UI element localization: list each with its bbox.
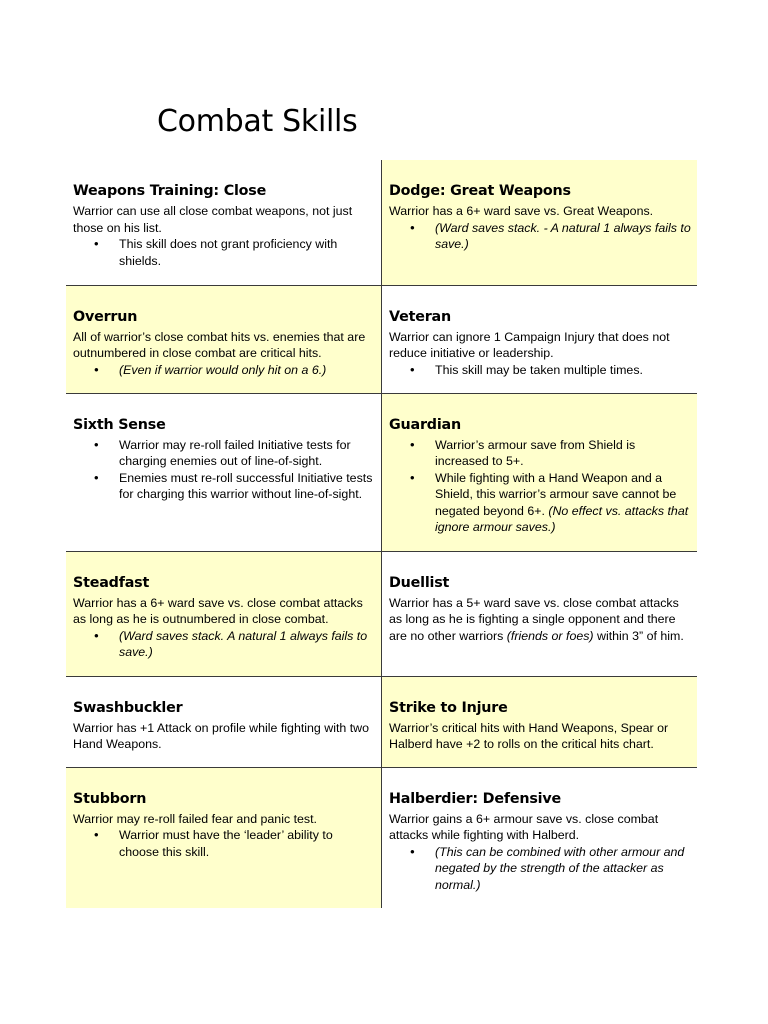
skill-bullets: [73, 362, 375, 379]
desc-text: Warrior has a 5+ ward save vs. close combat attacks as long as he is fighting a single opponent and there are no other warriors: [389, 595, 679, 643]
skill-description: All of warrior’s close combat hits vs. enemies that are outnumbered in close combat are critical hits.: [73, 329, 366, 361]
skill-description: Warrior gains a 6+ armour save vs. close combat attacks while fighting with Halberd.: [389, 811, 659, 843]
bullet-item: • Warrior must have the ‘leader’ ability to choose this skill.: [73, 827, 375, 860]
skill-description: Warrior may re-roll failed fear and panic test.: [73, 811, 318, 826]
page-title: Combat Skills: [157, 104, 358, 139]
bullet-item: • This skill does not grant proficiency with shields.: [73, 236, 375, 269]
desc-italic: (friends or foes): [506, 628, 594, 643]
skill-bullets: [389, 437, 691, 537]
skill-cell-dodge-great-weapons: [382, 160, 698, 285]
skill-cell-swashbuckler: [66, 676, 382, 767]
skill-cell-strike-to-injure: [382, 676, 698, 767]
skill-name: Weapons Training: Close: [73, 183, 267, 199]
skill-name: Steadfast: [73, 574, 150, 591]
bullet-item: [389, 470, 691, 536]
skill-cell-stubborn: [66, 767, 382, 908]
bullet-item: • (Even if warrior would only hit on a 6.): [73, 362, 375, 379]
bullet-note: (No effect vs. attacks that ignore armour saves.): [435, 503, 689, 535]
skill-cell-steadfast: [66, 551, 382, 676]
bullet-item: • Enemies must re-roll successful Initiative tests for charging this warrior without line-of-sight.: [73, 470, 375, 503]
skill-description: Warrior has +1 Attack on profile while fighting with two Hand Weapons.: [73, 720, 370, 752]
skill-bullets: [73, 628, 375, 661]
skill-cell-guardian: [382, 393, 698, 551]
skill-cell-halberdier-defensive: [382, 767, 698, 908]
table-row: [66, 551, 697, 676]
desc-text-end: within 3” of him.: [597, 628, 684, 643]
skill-bullets: [389, 220, 691, 253]
skill-cell-overrun: [66, 285, 382, 393]
skill-name: Sixth Sense: [73, 416, 166, 433]
bullet-item: • (Ward saves stack. A natural 1 always fails to save.): [73, 628, 375, 661]
bullet-item: • (Ward saves stack. - A natural 1 always fails to save.): [389, 220, 691, 253]
bullet-text: While fighting with a Hand Weapon and a Shield, this warrior’s armour save cannot be negated beyond 6+.: [435, 470, 677, 518]
table-row: [66, 285, 697, 393]
skill-description: Warrior’s critical hits with Hand Weapons, Spear or Halberd have +2 to rolls on the critical hits chart.: [389, 720, 669, 752]
bullet-item: • Warrior’s armour save from Shield is increased to 5+.: [389, 437, 691, 470]
skill-name: Swashbuckler: [73, 699, 183, 716]
skill-bullets: [389, 362, 691, 379]
skill-name: Overrun: [73, 308, 138, 325]
table-row: [66, 160, 697, 285]
skill-description: Warrior can use all close combat weapons, not just those on his list.: [73, 204, 353, 235]
skill-cell-duellist: [382, 551, 698, 676]
skill-description: [389, 595, 691, 645]
skill-name: Veteran: [389, 308, 451, 325]
skill-name: Stubborn: [73, 790, 147, 807]
skill-bullets: [73, 827, 375, 860]
table-row: [66, 767, 697, 908]
bullet-item: • Warrior may re-roll failed Initiative tests for charging enemies out of line-of-sight.: [73, 437, 375, 470]
skill-bullets: [389, 844, 691, 894]
bullet-item: • This skill may be taken multiple times.: [389, 362, 691, 379]
combat-skills-table: [66, 160, 697, 908]
skill-bullets: [73, 437, 375, 503]
skill-name: Halberdier: Defensive: [389, 790, 561, 807]
skill-description: Warrior can ignore 1 Campaign Injury that does not reduce initiative or leadership.: [389, 329, 670, 361]
skill-bullets: [73, 236, 375, 269]
skill-name: Strike to Injure: [389, 699, 508, 716]
skill-name: Guardian: [389, 416, 461, 433]
skill-cell-veteran: [382, 285, 698, 393]
skill-description: Warrior has a 6+ ward save vs. close combat attacks as long as he is outnumbered in close combat.: [73, 595, 363, 627]
skill-cell-sixth-sense: [66, 393, 382, 551]
table-row: [66, 676, 697, 767]
skill-name: Dodge: Great Weapons: [389, 183, 571, 199]
skill-name: Duellist: [389, 574, 450, 591]
bullet-item: • (This can be combined with other armour and negated by the strength of the attacker as normal.): [389, 844, 691, 894]
skill-description: Warrior has a 6+ ward save vs. Great Weapons.: [389, 204, 654, 218]
table-row: [66, 393, 697, 551]
skill-cell-weapons-training-close: [66, 160, 382, 285]
